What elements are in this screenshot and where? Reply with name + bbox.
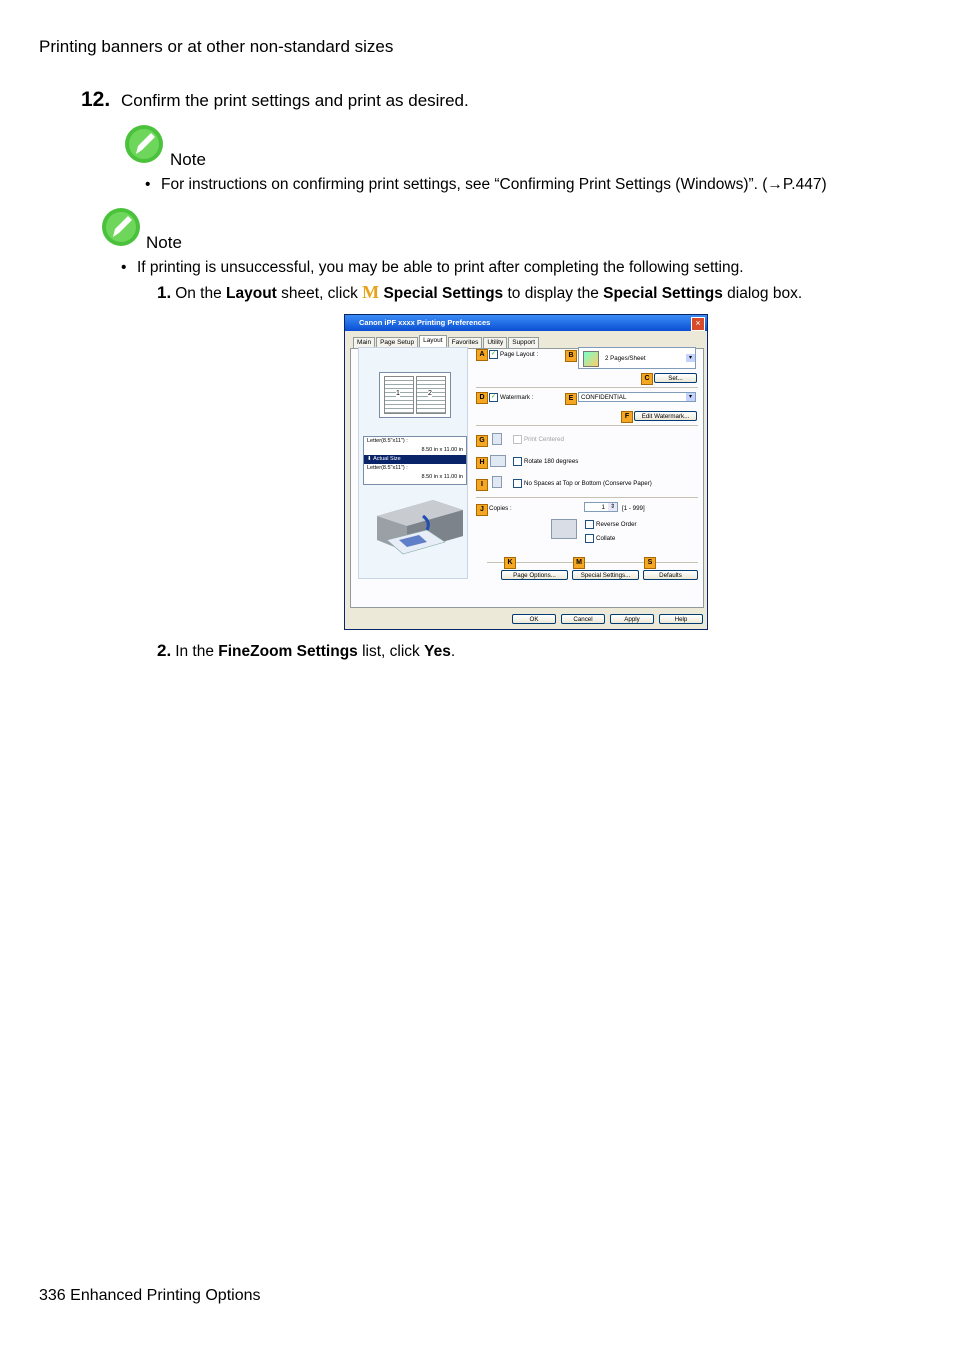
tab-favorites[interactable]: Favorites [448, 337, 483, 348]
m-marker: M [362, 282, 380, 302]
tab-support[interactable]: Support [508, 337, 539, 348]
tab-utility[interactable]: Utility [483, 337, 507, 348]
layout-panel [350, 348, 704, 608]
tab-main[interactable]: Main [353, 337, 375, 348]
layout-thumb-icon [583, 351, 599, 367]
callout-m: M [573, 557, 585, 569]
tab-page-setup[interactable]: Page Setup [376, 337, 418, 348]
callout-b: B [565, 350, 577, 362]
note-label: Note [146, 233, 182, 252]
collate-checkbox[interactable]: Collate [585, 534, 615, 543]
note-pencil-icon [101, 207, 141, 247]
watermark-checkbox[interactable]: ✓ Watermark : [490, 394, 534, 402]
callout-s: S [644, 557, 656, 569]
list-item: Letter(8.5"x11") : [367, 465, 408, 471]
page-preview [379, 372, 451, 418]
substep-2: 2. In the FineZoom Settings list, click Yes. [157, 641, 456, 660]
defaults-button[interactable]: Defaults [643, 570, 698, 580]
set-button[interactable]: Set... [654, 373, 697, 383]
ok-button[interactable]: OK [512, 614, 556, 624]
rotate-icon [490, 455, 506, 467]
callout-k: K [504, 557, 516, 569]
copies-range: [1 - 999] [622, 505, 645, 512]
callout-a: A [476, 349, 488, 361]
callout-f: F [621, 411, 633, 423]
print-centered-checkbox[interactable]: Print Centered [513, 435, 564, 444]
apply-button[interactable]: Apply [610, 614, 654, 624]
list-item: 8.50 in x 11.00 in [421, 474, 463, 480]
print-centered-icon [492, 433, 502, 445]
callout-h: H [476, 457, 488, 469]
callout-d: D [476, 392, 488, 404]
page-layout-checkbox[interactable]: ✓ Page Layout : [490, 351, 539, 359]
note-bullet: • For instructions on confirming print settings, see “Confirming Print Settings (Windows)”. (→P.447) [145, 176, 827, 193]
page-options-button[interactable]: Page Options... [501, 570, 568, 580]
rotate-checkbox[interactable]: Rotate 180 degrees [513, 457, 578, 466]
step-text: Confirm the print settings and print as desired. [121, 91, 469, 110]
callout-j: J [476, 504, 488, 516]
callout-e: E [565, 393, 577, 405]
dialog-title: Canon iPF xxxx Printing Preferences [345, 315, 707, 331]
no-spaces-checkbox[interactable]: No Spaces at Top or Bottom (Conserve Paper) [513, 479, 652, 488]
close-icon[interactable]: × [691, 317, 705, 331]
help-button[interactable]: Help [659, 614, 703, 624]
reverse-order-checkbox[interactable]: Reverse Order [585, 520, 637, 529]
size-list[interactable] [363, 436, 467, 485]
step-number: 12. [81, 88, 111, 111]
printer-icon [373, 496, 465, 556]
tab-layout[interactable]: Layout [419, 335, 447, 348]
cancel-button[interactable]: Cancel [561, 614, 605, 624]
substep-1: 1. On the Layout sheet, click M Special Settings to display the Special Settings dialog box. [157, 282, 803, 302]
preview-pane [358, 347, 468, 579]
list-item-selected: ⬇ Actual Size [364, 455, 466, 464]
edit-watermark-button[interactable]: Edit Watermark... [634, 411, 697, 421]
watermark-select[interactable]: CONFIDENTIAL ▾ [578, 392, 696, 402]
note-pencil-icon [124, 124, 164, 164]
callout-i: I [476, 479, 488, 491]
note-label: Note [170, 150, 206, 169]
note-bullet: • If printing is unsuccessful, you may be able to print after completing the following setting. [121, 259, 744, 276]
running-header: Printing banners or at other non-standard sizes [39, 37, 394, 56]
page-thumb: 2 [416, 376, 446, 414]
page-thumb: 1 [384, 376, 414, 414]
conserve-paper-icon [492, 476, 502, 488]
copies-input[interactable]: 1 ⇕ [584, 502, 618, 512]
copies-stack-icon [551, 519, 577, 539]
page-layout-select[interactable]: 2 Pages/Sheet ▾ [578, 347, 696, 369]
page-footer: 336 Enhanced Printing Options [39, 1287, 261, 1304]
callout-g: G [476, 435, 488, 447]
list-item: Letter(8.5"x11") : [367, 438, 408, 444]
printing-preferences-dialog [344, 314, 708, 630]
special-settings-button[interactable]: Special Settings... [572, 570, 639, 580]
list-item: 8.50 in x 11.00 in [421, 447, 463, 453]
copies-label: Copies : [489, 505, 512, 512]
callout-c: C [641, 373, 653, 385]
